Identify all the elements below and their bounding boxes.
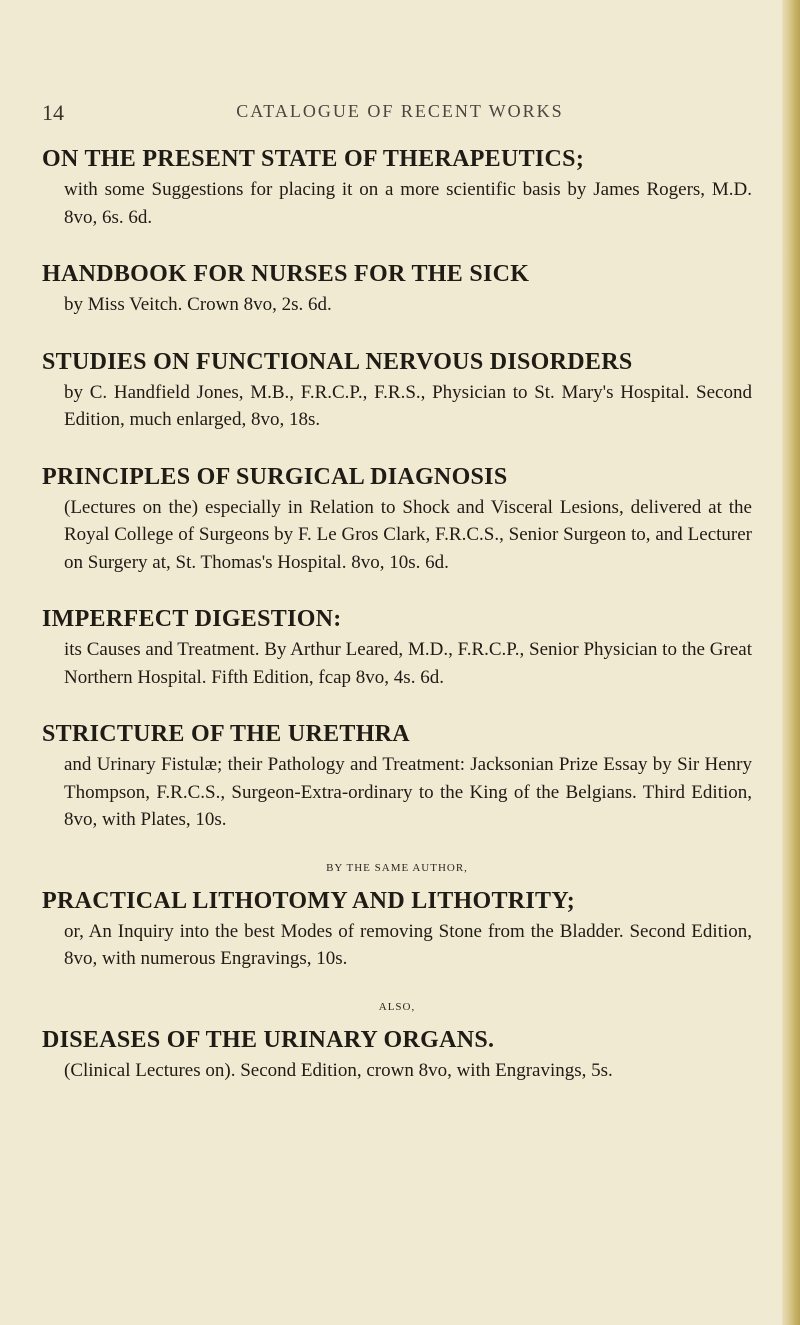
entry-description: its Causes and Treatment. By Arthur Leared, M.D., F.R.C.P., Senior Physician to the Great Northern Hospital. Fifth Edition, fcap 8vo, 4s. 6d.: [64, 639, 752, 688]
catalogue-entry: [42, 462, 752, 577]
catalogue-entry: [42, 144, 752, 231]
catalogue-list: [42, 144, 752, 1112]
catalogue-entry: [42, 604, 752, 691]
entry-description: with some Suggestions for placing it on a more scientific basis by James Rogers, M.D. 8vo, 6s. 6d.: [64, 179, 752, 228]
page-number: 14: [42, 100, 64, 125]
entry-title: STRICTURE OF THE URETHRA: [42, 721, 410, 747]
entry-title: HANDBOOK FOR NURSES FOR THE SICK: [42, 261, 530, 287]
entry-title: PRACTICAL LITHOTOMY AND LITHOTRITY;: [42, 887, 576, 914]
entry-title: STUDIES ON FUNCTIONAL NERVOUS DISORDERS: [42, 348, 633, 375]
entry-description: by C. Handfield Jones, M.B., F.R.C.P., F.R.S., Physician to St. Mary's Hospital. Second Edition, much enlarged, 8vo, 18s.: [64, 381, 752, 430]
catalogue-entry: [42, 719, 752, 834]
running-head: CATALOGUE OF RECENT WORKS: [236, 101, 564, 121]
entry-description: (Clinical Lectures on). Second Edition, crown 8vo, with Engravings, 5s.: [64, 1059, 613, 1081]
entry-title: ON THE PRESENT STATE OF THERAPEUTICS;: [42, 146, 585, 172]
entry-description: and Urinary Fistulæ; their Pathology and Treatment: Jacksonian Prize Essay by Sir Henry Thompson, F.R.C.S., Surgeon-Extra-ordinary to the King of the Belgians. Third Edition, 8vo, with Plates, 10s.: [64, 754, 752, 830]
entry-title: PRINCIPLES OF SURGICAL DIAGNOSIS: [42, 463, 508, 490]
entry-prefix: BY THE SAME AUTHOR,: [326, 861, 468, 874]
entry-prefix: ALSO,: [378, 1000, 416, 1013]
entry-description: or, An Inquiry into the best Modes of removing Stone from the Bladder. Second Edition, 8vo, with numerous Engravings, 10s.: [64, 920, 752, 969]
entry-description: by Miss Veitch. Crown 8vo, 2s. 6d.: [64, 294, 332, 315]
entry-title: DISEASES OF THE URINARY ORGANS.: [42, 1026, 495, 1053]
catalogue-entry: [42, 259, 752, 319]
page-edge: [782, 0, 800, 1325]
entry-description: (Lectures on the) especially in Relation to Shock and Visceral Lesions, delivered at the Royal College of Surgeons by F. Le Gros Clark, F.R.C.S., Senior Surgeon to, and Lecturer on Surgery at, St. Thomas's Hospital. 8vo, 10s. 6d.: [64, 496, 752, 573]
entry-title: IMPERFECT DIGESTION:: [42, 606, 342, 632]
catalogue-entry: [42, 862, 752, 973]
catalogue-entry: [42, 1001, 752, 1085]
catalogue-entry: [42, 347, 752, 434]
